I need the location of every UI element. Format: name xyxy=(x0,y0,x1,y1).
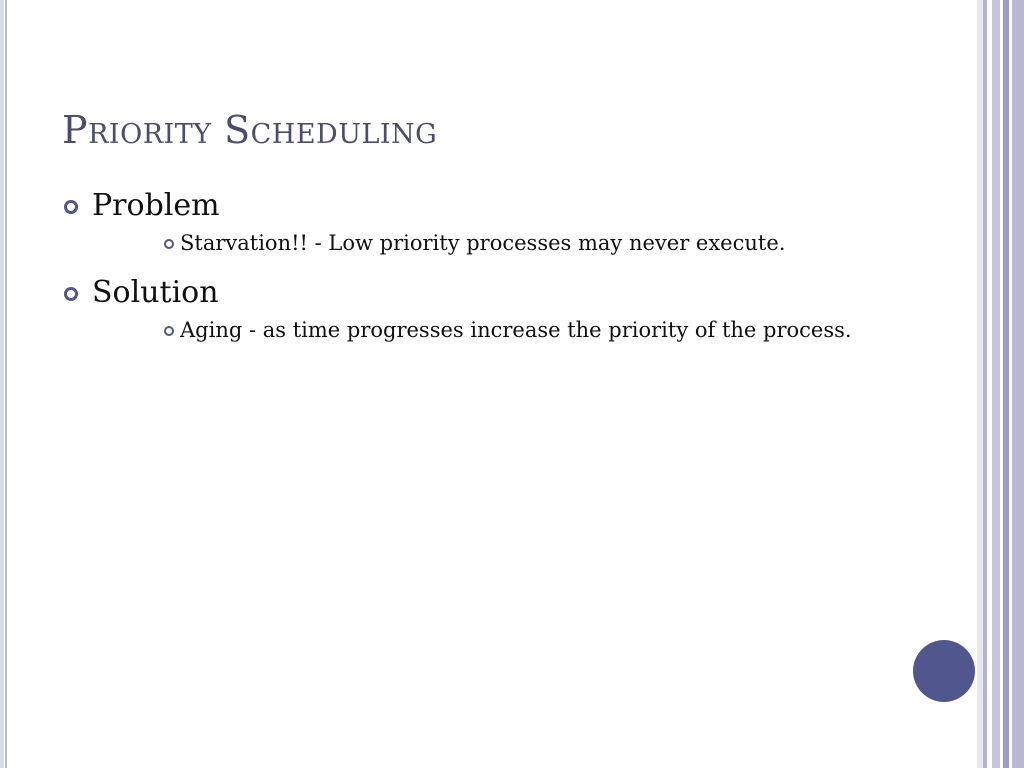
subbullet-text: Starvation!! - Low priority processes may never execute. xyxy=(180,231,786,255)
bullet-ring-icon xyxy=(64,200,78,214)
right-edge-stripe xyxy=(992,0,1000,768)
bullet-solution xyxy=(62,271,942,315)
left-edge-stripe-inner xyxy=(5,0,7,768)
bullet-label: Solution xyxy=(92,275,219,310)
slide-title: Priority Scheduling xyxy=(62,108,438,152)
subbullet-text: Aging - as time progresses increase the priority of the process. xyxy=(180,318,852,342)
bullet-ring-icon xyxy=(164,239,174,249)
bullet-label: Problem xyxy=(92,188,220,223)
bullet-ring-icon xyxy=(164,326,174,336)
right-edge-stripe xyxy=(1012,0,1024,768)
left-edge-stripe xyxy=(0,0,4,768)
bullet-ring-icon xyxy=(64,287,78,301)
subbullet-aging xyxy=(164,315,860,346)
subbullet-starvation xyxy=(164,228,860,259)
decorative-circle xyxy=(913,640,975,702)
bullet-problem xyxy=(62,184,942,228)
slide-body xyxy=(62,184,942,358)
